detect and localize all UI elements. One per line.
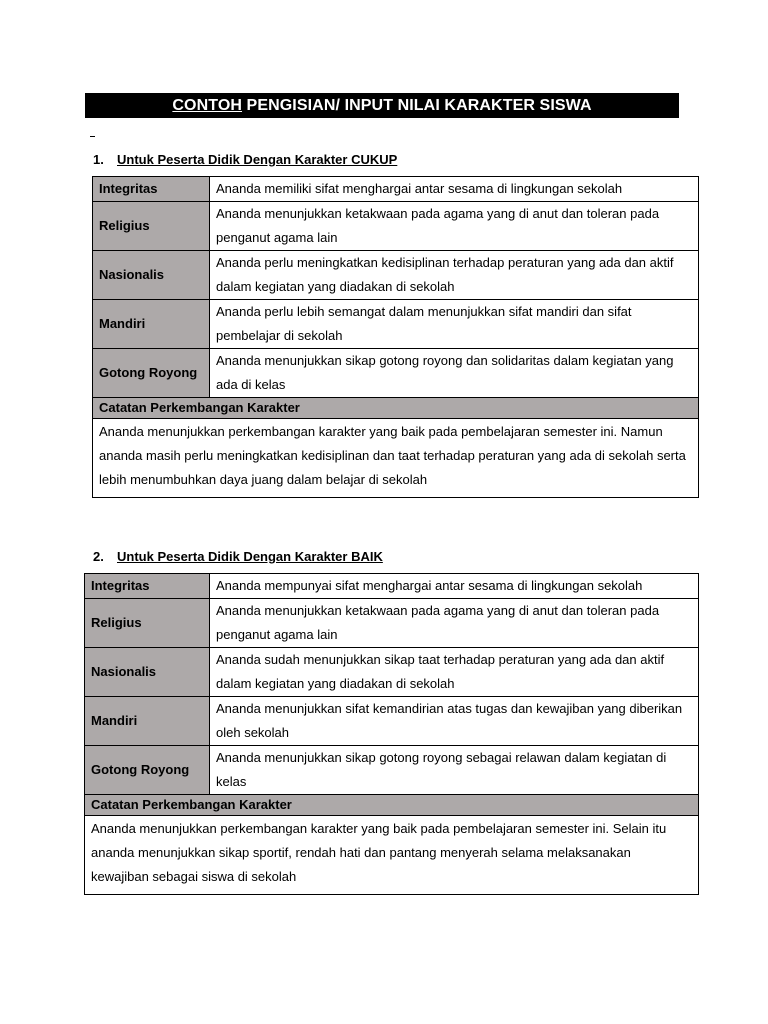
row-text: Ananda menunjukkan ketakwaan pada agama yang di anut dan toleran pada penganut agama lain — [210, 599, 699, 648]
note-body-row — [93, 419, 699, 498]
section-heading-2 — [93, 549, 383, 564]
note-header-row — [93, 398, 699, 419]
row-text: Ananda menunjukkan ketakwaan pada agama yang di anut dan toleran pada penganut agama lain — [210, 202, 699, 251]
row-text: Ananda menunjukkan sikap gotong royong sebagai relawan dalam kegiatan di kelas — [210, 746, 699, 795]
row-label: Nasionalis — [93, 251, 210, 300]
section-heading-1 — [93, 152, 397, 167]
note-label: Catatan Perkembangan Karakter — [85, 795, 699, 816]
note-text: Ananda menunjukkan perkembangan karakter yang baik pada pembelajaran semester ini. Namun ananda masih perlu meningkatkan kedisiplinan dan taat terhadap peraturan yang ada di sekolah serta lebih menumbuhkan daya juang dalam belajar di sekolah — [93, 419, 699, 498]
table-row — [93, 300, 699, 349]
page-title-part2: PENGISIAN/ INPUT NILAI KARAKTER SISWA — [242, 96, 592, 114]
row-label: Mandiri — [93, 300, 210, 349]
note-body-row — [85, 816, 699, 895]
row-text: Ananda menunjukkan sifat kemandirian atas tugas dan kewajiban yang diberikan oleh sekolah — [210, 697, 699, 746]
row-text: Ananda perlu lebih semangat dalam menunjukkan sifat mandiri dan sifat pembelajar di sekolah — [210, 300, 699, 349]
row-text: Ananda menunjukkan sikap gotong royong dan solidaritas dalam kegiatan yang ada di kelas — [210, 349, 699, 398]
section-number: 1. — [93, 152, 104, 167]
row-text: Ananda memiliki sifat menghargai antar sesama di lingkungan sekolah — [210, 177, 699, 202]
row-label: Gotong Royong — [93, 349, 210, 398]
character-table-2 — [84, 573, 699, 895]
table-row — [85, 648, 699, 697]
table-row — [85, 746, 699, 795]
table-row — [93, 349, 699, 398]
section-heading-text: Untuk Peserta Didik Dengan Karakter BAIK — [117, 549, 383, 564]
table-row — [85, 574, 699, 599]
row-label: Integritas — [93, 177, 210, 202]
section-heading-text: Untuk Peserta Didik Dengan Karakter CUKUP — [117, 152, 398, 167]
table-row — [85, 697, 699, 746]
row-text: Ananda perlu meningkatkan kedisiplinan terhadap peraturan yang ada dan aktif dalam kegiatan yang diadakan di sekolah — [210, 251, 699, 300]
row-label: Religius — [85, 599, 210, 648]
row-label: Religius — [93, 202, 210, 251]
note-text: Ananda menunjukkan perkembangan karakter yang baik pada pembelajaran semester ini. Selain itu ananda menunjukkan sikap sportif, rendah hati dan pantang menyerah selama melaksanakan kewajiban sebagai siswa di sekolah — [85, 816, 699, 895]
character-table-1 — [92, 176, 699, 498]
section-number: 2. — [93, 549, 104, 564]
row-label: Gotong Royong — [85, 746, 210, 795]
table-row — [93, 202, 699, 251]
page-title — [85, 93, 679, 118]
row-label: Nasionalis — [85, 648, 210, 697]
page-title-part1: CONTOH — [172, 96, 243, 114]
row-label: Mandiri — [85, 697, 210, 746]
row-text: Ananda mempunyai sifat menghargai antar sesama di lingkungan sekolah — [210, 574, 699, 599]
table-row — [85, 599, 699, 648]
table-row — [93, 251, 699, 300]
row-text: Ananda sudah menunjukkan sikap taat terhadap peraturan yang ada dan aktif dalam kegiatan yang diadakan di sekolah — [210, 648, 699, 697]
note-header-row — [85, 795, 699, 816]
row-label: Integritas — [85, 574, 210, 599]
table-row — [93, 177, 699, 202]
stray-mark — [90, 136, 95, 137]
note-label: Catatan Perkembangan Karakter — [93, 398, 699, 419]
